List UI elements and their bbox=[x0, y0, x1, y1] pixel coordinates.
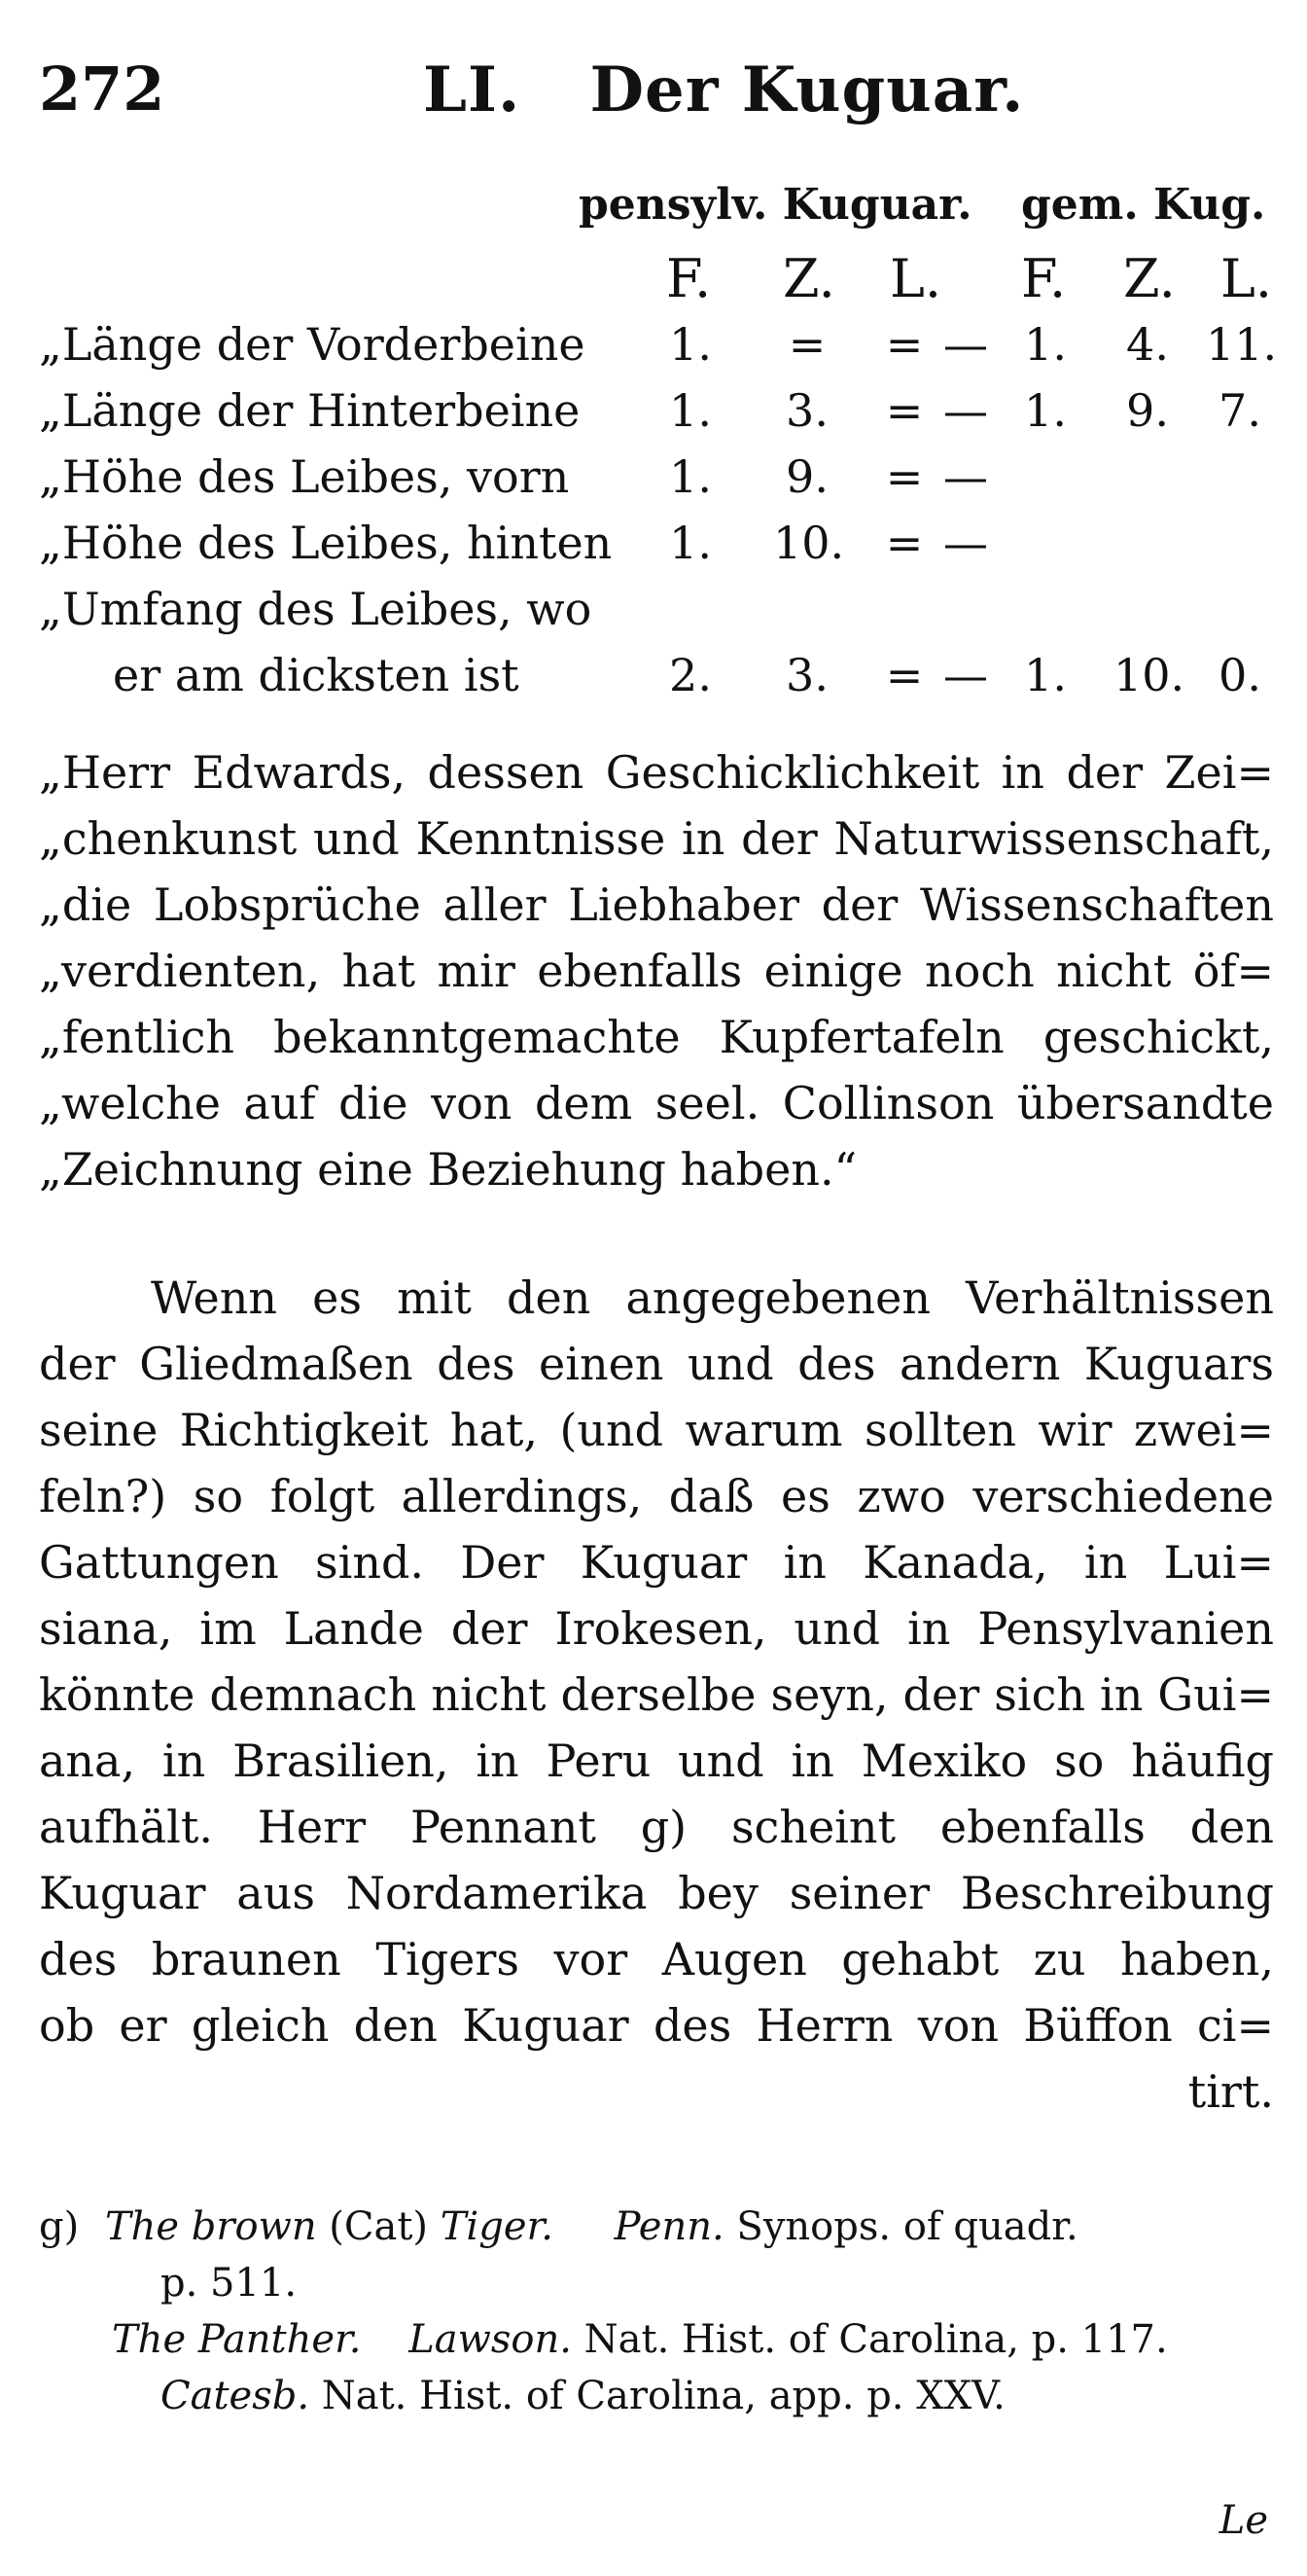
table-cell: 2. bbox=[669, 649, 712, 701]
text-line: aufhält. Herr Pennant g) scheint ebenfalls den bbox=[39, 1801, 1274, 1853]
text-line: tirt. bbox=[1187, 2065, 1274, 2118]
row-label: „Höhe des Leibes, vorn bbox=[39, 450, 570, 503]
table-cell: = bbox=[885, 318, 924, 371]
row-dash: — bbox=[943, 649, 988, 701]
footnote-text: Nat. Hist. of Carolina, p. 117. bbox=[571, 2317, 1168, 2362]
row-label: „Umfang des Leibes, wo bbox=[39, 583, 592, 635]
row-label: „Länge der Hinterbeine bbox=[39, 384, 581, 437]
unit-label: Z. bbox=[783, 248, 835, 309]
table-cell: 4. bbox=[1126, 318, 1169, 371]
table-cell: = bbox=[885, 649, 924, 701]
row-dash: — bbox=[943, 318, 988, 371]
table-cell: 0. bbox=[1219, 649, 1261, 701]
text-line: könnte demnach nicht derselbe seyn, der sich in Gui= bbox=[39, 1668, 1274, 1721]
row-dash: — bbox=[943, 450, 988, 503]
row-label: „Länge der Vorderbeine bbox=[39, 318, 585, 371]
table-cell: 9. bbox=[786, 450, 829, 503]
footnote-line bbox=[39, 2199, 1274, 2255]
footnote-line bbox=[39, 2311, 1274, 2368]
table-cell: 1. bbox=[669, 384, 712, 437]
chapter-number: LI. bbox=[423, 54, 521, 126]
unit-label: F. bbox=[666, 248, 712, 309]
table-cell: 10. bbox=[1113, 649, 1185, 701]
table-row bbox=[39, 450, 1274, 517]
footnote-text: Synops. of quadr. bbox=[724, 2204, 1078, 2249]
table-cell: = bbox=[885, 450, 924, 503]
footnote-line: p. 511. bbox=[160, 2261, 298, 2306]
footnote-text: (Cat) bbox=[316, 2204, 441, 2249]
table-cell: 9. bbox=[1126, 384, 1169, 437]
unit-label: L. bbox=[890, 248, 942, 309]
table-cell: 1. bbox=[669, 517, 712, 569]
measurement-table bbox=[39, 180, 1278, 715]
text-line: „die Lobsprüche aller Liebhaber der Wissenschaften bbox=[39, 878, 1274, 931]
table-row bbox=[39, 517, 1274, 583]
table-cell: 1. bbox=[669, 450, 712, 503]
table-row bbox=[39, 318, 1278, 384]
table-cell: 1. bbox=[1024, 649, 1067, 701]
unit-header-row bbox=[39, 248, 1274, 318]
text-line: siana, im Lande der Irokesen, und in Pensylvanien bbox=[39, 1602, 1274, 1655]
table-cell: 10. bbox=[773, 517, 845, 569]
unit-label: F. bbox=[1021, 248, 1067, 309]
footnote-author: Penn. bbox=[614, 2204, 724, 2249]
row-dash: — bbox=[943, 384, 988, 437]
table-row bbox=[39, 583, 1274, 649]
footnote-author: Catesb. bbox=[160, 2374, 310, 2418]
text-line: „verdienten, hat mir ebenfalls einige noch nicht öf= bbox=[39, 945, 1274, 997]
footnote-title: Tiger. bbox=[440, 2204, 553, 2249]
text-line: ana, in Brasilien, in Peru und in Mexiko so häufig bbox=[39, 1735, 1274, 1787]
footnote-title: The brown bbox=[104, 2204, 317, 2249]
column-header-pensylvanian: pensylv. Kuguar. bbox=[579, 180, 972, 230]
text-line: des braunen Tigers vor Augen gehabt zu haben, bbox=[39, 1933, 1274, 1986]
text-line: „fentlich bekanntgemachte Kupfertafeln geschickt, bbox=[39, 1011, 1274, 1063]
footnote-author: Lawson. bbox=[408, 2317, 572, 2362]
footnote-title: The Panther. bbox=[112, 2317, 362, 2362]
footnote-line bbox=[39, 2368, 1274, 2424]
table-cell: 3. bbox=[786, 649, 829, 701]
text-line: „Herr Edwards, dessen Geschicklichkeit in der Zei= bbox=[39, 746, 1274, 799]
footnote-text: Nat. Hist. of Carolina, app. p. XXV. bbox=[309, 2374, 1006, 2418]
table-cell: 11. bbox=[1206, 318, 1278, 371]
table-column-headers bbox=[39, 180, 1274, 248]
text-line: seine Richtigkeit hat, (und warum sollten wir zwei= bbox=[39, 1404, 1274, 1456]
body-paragraph bbox=[39, 1265, 1274, 2125]
page-header bbox=[39, 54, 1264, 141]
table-cell: 1. bbox=[669, 318, 712, 371]
chapter-title: Der Kuguar. bbox=[589, 54, 1025, 126]
text-line: „welche auf die von dem seel. Collinson übersandte bbox=[39, 1077, 1274, 1129]
footnotes bbox=[39, 2199, 1274, 2424]
text-line: „chenkunst und Kenntnisse in der Naturwissenschaft, bbox=[39, 812, 1274, 865]
table-row bbox=[39, 649, 1274, 715]
table-cell: 3. bbox=[786, 384, 829, 437]
text-line: ob er gleich den Kuguar des Herrn von Büffon ci= bbox=[39, 1999, 1274, 2052]
unit-label: Z. bbox=[1123, 248, 1176, 309]
row-label: „Höhe des Leibes, hinten bbox=[39, 517, 613, 569]
catchword: Le bbox=[1219, 2498, 1268, 2543]
text-line: Wenn es mit den angegebenen Verhältnissen bbox=[151, 1271, 1274, 1324]
text-line: Kuguar aus Nordamerika bey seiner Beschreibung bbox=[39, 1867, 1274, 1919]
table-cell: = bbox=[788, 318, 827, 371]
table-cell: 7. bbox=[1219, 384, 1261, 437]
text-line: „Zeichnung eine Beziehung haben.“ bbox=[39, 1143, 858, 1196]
row-label: er am dicksten ist bbox=[113, 649, 519, 701]
text-line: Gattungen sind. Der Kuguar in Kanada, in Lui= bbox=[39, 1536, 1274, 1589]
table-cell: 1. bbox=[1024, 384, 1067, 437]
table-row bbox=[39, 384, 1274, 450]
quotation-block bbox=[39, 739, 1274, 1202]
running-head bbox=[423, 54, 1024, 126]
footnote-marker: g) bbox=[39, 2204, 80, 2249]
table-cell: = bbox=[885, 517, 924, 569]
page-number: 272 bbox=[39, 54, 165, 125]
table-cell: = bbox=[885, 384, 924, 437]
row-dash: — bbox=[943, 517, 988, 569]
text-line: der Gliedmaßen des einen und des andern Kuguars bbox=[39, 1338, 1274, 1390]
column-header-common: gem. Kug. bbox=[1021, 180, 1266, 230]
unit-label: L. bbox=[1220, 248, 1273, 309]
text-line: feln?) so folgt allerdings, daß es zwo verschiedene bbox=[39, 1470, 1274, 1522]
table-cell: 1. bbox=[1024, 318, 1067, 371]
